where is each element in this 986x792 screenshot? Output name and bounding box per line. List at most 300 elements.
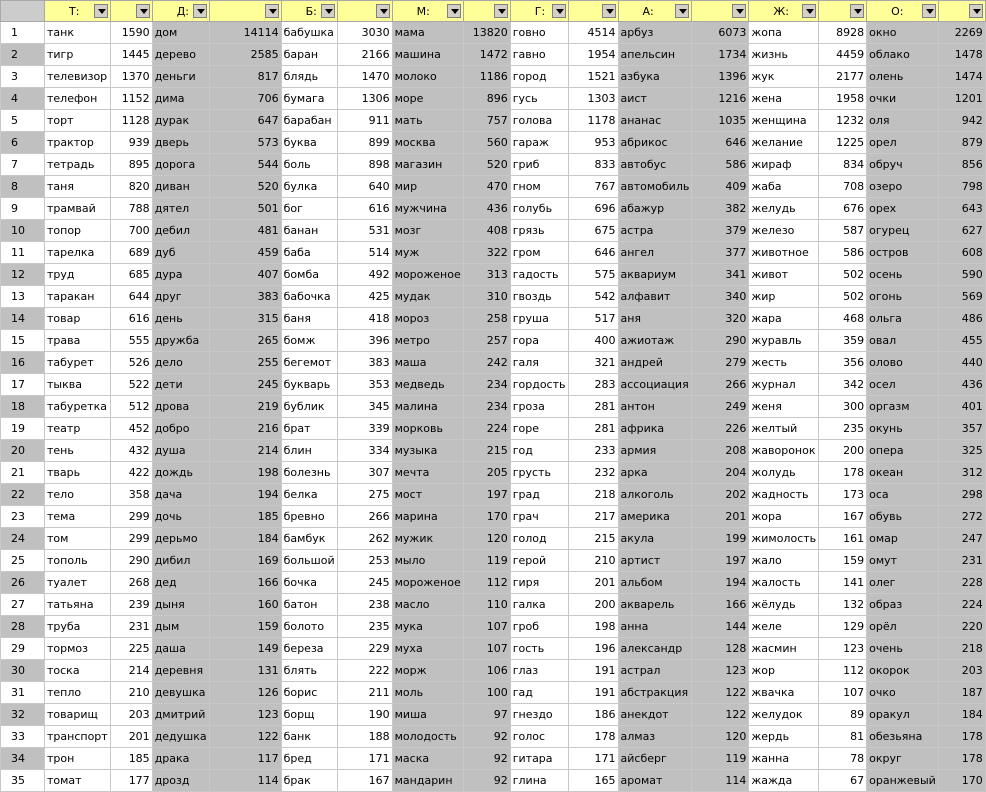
- word-cell[interactable]: гордость: [510, 374, 568, 396]
- count-cell[interactable]: 67: [819, 770, 867, 792]
- count-cell[interactable]: 170: [463, 506, 510, 528]
- word-cell[interactable]: дрова: [152, 396, 209, 418]
- count-cell[interactable]: 216: [209, 418, 281, 440]
- count-cell[interactable]: 89: [819, 704, 867, 726]
- count-cell[interactable]: 214: [209, 440, 281, 462]
- word-cell[interactable]: масло: [392, 594, 463, 616]
- count-cell[interactable]: 249: [692, 396, 749, 418]
- word-cell[interactable]: баран: [281, 44, 337, 66]
- word-cell[interactable]: булка: [281, 176, 337, 198]
- column-header-m[interactable]: [392, 1, 463, 22]
- word-cell[interactable]: мыло: [392, 550, 463, 572]
- count-cell[interactable]: 418: [337, 308, 392, 330]
- count-cell[interactable]: 201: [568, 572, 618, 594]
- autofilter-dropdown-icon[interactable]: [136, 4, 150, 18]
- word-cell[interactable]: болото: [281, 616, 337, 638]
- autofilter-dropdown-icon[interactable]: [802, 4, 816, 18]
- count-cell[interactable]: 198: [209, 462, 281, 484]
- count-cell[interactable]: 587: [819, 220, 867, 242]
- word-cell[interactable]: гитара: [510, 748, 568, 770]
- word-cell[interactable]: окунь: [867, 418, 939, 440]
- word-cell[interactable]: банк: [281, 726, 337, 748]
- word-cell[interactable]: окорок: [867, 660, 939, 682]
- word-cell[interactable]: акварель: [618, 594, 692, 616]
- count-cell[interactable]: 196: [568, 638, 618, 660]
- row-number[interactable]: 9: [1, 198, 45, 220]
- word-cell[interactable]: озеро: [867, 176, 939, 198]
- autofilter-dropdown-icon[interactable]: [850, 4, 864, 18]
- word-cell[interactable]: грусть: [510, 462, 568, 484]
- word-cell[interactable]: глина: [510, 770, 568, 792]
- word-cell[interactable]: ажиотаж: [618, 330, 692, 352]
- word-cell[interactable]: айсберг: [618, 748, 692, 770]
- count-cell[interactable]: 313: [463, 264, 510, 286]
- word-cell[interactable]: табуретка: [45, 396, 111, 418]
- word-cell[interactable]: тетрадь: [45, 154, 111, 176]
- word-cell[interactable]: день: [152, 308, 209, 330]
- word-cell[interactable]: транспорт: [45, 726, 111, 748]
- count-cell[interactable]: 218: [568, 484, 618, 506]
- word-cell[interactable]: жизнь: [749, 44, 819, 66]
- count-cell[interactable]: 2177: [819, 66, 867, 88]
- word-cell[interactable]: бог: [281, 198, 337, 220]
- count-cell[interactable]: 379: [692, 220, 749, 242]
- word-cell[interactable]: баба: [281, 242, 337, 264]
- count-cell[interactable]: 586: [819, 242, 867, 264]
- column-header-d[interactable]: [152, 1, 209, 22]
- count-cell[interactable]: 1590: [110, 22, 152, 44]
- row-number[interactable]: 11: [1, 242, 45, 264]
- count-cell[interactable]: 520: [209, 176, 281, 198]
- word-cell[interactable]: музыка: [392, 440, 463, 462]
- count-cell[interactable]: 899: [337, 132, 392, 154]
- row-number[interactable]: 2: [1, 44, 45, 66]
- count-cell[interactable]: 272: [938, 506, 985, 528]
- count-cell[interactable]: 279: [692, 352, 749, 374]
- word-cell[interactable]: туалет: [45, 572, 111, 594]
- word-cell[interactable]: трамвай: [45, 198, 111, 220]
- count-cell[interactable]: 820: [110, 176, 152, 198]
- word-cell[interactable]: желе: [749, 616, 819, 638]
- count-cell[interactable]: 253: [337, 550, 392, 572]
- word-cell[interactable]: товар: [45, 308, 111, 330]
- count-cell[interactable]: 322: [463, 242, 510, 264]
- word-cell[interactable]: жёлудь: [749, 594, 819, 616]
- word-cell[interactable]: дмитрий: [152, 704, 209, 726]
- word-cell[interactable]: азбука: [618, 66, 692, 88]
- count-cell[interactable]: 205: [463, 462, 510, 484]
- count-cell[interactable]: 231: [110, 616, 152, 638]
- word-cell[interactable]: грач: [510, 506, 568, 528]
- count-cell[interactable]: 161: [819, 528, 867, 550]
- column-header-d-count[interactable]: [209, 1, 281, 22]
- word-cell[interactable]: журнал: [749, 374, 819, 396]
- word-cell[interactable]: тормоз: [45, 638, 111, 660]
- word-cell[interactable]: голод: [510, 528, 568, 550]
- count-cell[interactable]: 266: [692, 374, 749, 396]
- count-cell[interactable]: 486: [938, 308, 985, 330]
- word-cell[interactable]: овал: [867, 330, 939, 352]
- word-cell[interactable]: москва: [392, 132, 463, 154]
- row-number[interactable]: 3: [1, 66, 45, 88]
- count-cell[interactable]: 114: [209, 770, 281, 792]
- word-cell[interactable]: бомба: [281, 264, 337, 286]
- count-cell[interactable]: 481: [209, 220, 281, 242]
- count-cell[interactable]: 185: [209, 506, 281, 528]
- autofilter-dropdown-icon[interactable]: [193, 4, 207, 18]
- word-cell[interactable]: мужик: [392, 528, 463, 550]
- word-cell[interactable]: морковь: [392, 418, 463, 440]
- count-cell[interactable]: 325: [938, 440, 985, 462]
- count-cell[interactable]: 767: [568, 176, 618, 198]
- word-cell[interactable]: дыня: [152, 594, 209, 616]
- word-cell[interactable]: жаба: [749, 176, 819, 198]
- word-cell[interactable]: жесть: [749, 352, 819, 374]
- count-cell[interactable]: 400: [568, 330, 618, 352]
- word-cell[interactable]: таракан: [45, 286, 111, 308]
- word-cell[interactable]: душа: [152, 440, 209, 462]
- count-cell[interactable]: 616: [337, 198, 392, 220]
- count-cell[interactable]: 2269: [938, 22, 985, 44]
- word-cell[interactable]: мама: [392, 22, 463, 44]
- count-cell[interactable]: 266: [337, 506, 392, 528]
- count-cell[interactable]: 377: [692, 242, 749, 264]
- count-cell[interactable]: 203: [938, 660, 985, 682]
- word-cell[interactable]: гроб: [510, 616, 568, 638]
- word-cell[interactable]: дело: [152, 352, 209, 374]
- word-cell[interactable]: гад: [510, 682, 568, 704]
- count-cell[interactable]: 1370: [110, 66, 152, 88]
- count-cell[interactable]: 646: [692, 132, 749, 154]
- count-cell[interactable]: 342: [819, 374, 867, 396]
- count-cell[interactable]: 144: [692, 616, 749, 638]
- word-cell[interactable]: телевизор: [45, 66, 111, 88]
- count-cell[interactable]: 159: [209, 616, 281, 638]
- count-cell[interactable]: 255: [209, 352, 281, 374]
- word-cell[interactable]: тигр: [45, 44, 111, 66]
- word-cell[interactable]: большой: [281, 550, 337, 572]
- word-cell[interactable]: арбуз: [618, 22, 692, 44]
- word-cell[interactable]: бумага: [281, 88, 337, 110]
- count-cell[interactable]: 1521: [568, 66, 618, 88]
- row-number[interactable]: 25: [1, 550, 45, 572]
- count-cell[interactable]: 440: [938, 352, 985, 374]
- count-cell[interactable]: 234: [463, 396, 510, 418]
- word-cell[interactable]: маска: [392, 748, 463, 770]
- count-cell[interactable]: 202: [692, 484, 749, 506]
- word-cell[interactable]: белка: [281, 484, 337, 506]
- word-cell[interactable]: аромат: [618, 770, 692, 792]
- row-number[interactable]: 14: [1, 308, 45, 330]
- count-cell[interactable]: 436: [463, 198, 510, 220]
- word-cell[interactable]: жажда: [749, 770, 819, 792]
- count-cell[interactable]: 1186: [463, 66, 510, 88]
- word-cell[interactable]: даша: [152, 638, 209, 660]
- count-cell[interactable]: 197: [692, 550, 749, 572]
- count-cell[interactable]: 542: [568, 286, 618, 308]
- word-cell[interactable]: бамбук: [281, 528, 337, 550]
- count-cell[interactable]: 194: [209, 484, 281, 506]
- row-number[interactable]: 32: [1, 704, 45, 726]
- count-cell[interactable]: 312: [938, 462, 985, 484]
- count-cell[interactable]: 1445: [110, 44, 152, 66]
- count-cell[interactable]: 898: [337, 154, 392, 176]
- count-cell[interactable]: 129: [819, 616, 867, 638]
- count-cell[interactable]: 895: [110, 154, 152, 176]
- count-cell[interactable]: 210: [110, 682, 152, 704]
- count-cell[interactable]: 708: [819, 176, 867, 198]
- count-cell[interactable]: 225: [110, 638, 152, 660]
- count-cell[interactable]: 215: [463, 440, 510, 462]
- count-cell[interactable]: 356: [819, 352, 867, 374]
- word-cell[interactable]: магазин: [392, 154, 463, 176]
- word-cell[interactable]: дуб: [152, 242, 209, 264]
- row-number[interactable]: 4: [1, 88, 45, 110]
- autofilter-dropdown-icon[interactable]: [732, 4, 746, 18]
- count-cell[interactable]: 422: [110, 462, 152, 484]
- row-number[interactable]: 15: [1, 330, 45, 352]
- count-cell[interactable]: 1152: [110, 88, 152, 110]
- count-cell[interactable]: 238: [337, 594, 392, 616]
- word-cell[interactable]: голова: [510, 110, 568, 132]
- count-cell[interactable]: 407: [209, 264, 281, 286]
- count-cell[interactable]: 242: [463, 352, 510, 374]
- count-cell[interactable]: 560: [463, 132, 510, 154]
- count-cell[interactable]: 1954: [568, 44, 618, 66]
- word-cell[interactable]: дом: [152, 22, 209, 44]
- row-number[interactable]: 12: [1, 264, 45, 286]
- word-cell[interactable]: дерево: [152, 44, 209, 66]
- word-cell[interactable]: бабушка: [281, 22, 337, 44]
- count-cell[interactable]: 569: [938, 286, 985, 308]
- word-cell[interactable]: океан: [867, 462, 939, 484]
- count-cell[interactable]: 382: [692, 198, 749, 220]
- count-cell[interactable]: 191: [568, 682, 618, 704]
- row-number[interactable]: 29: [1, 638, 45, 660]
- count-cell[interactable]: 224: [463, 418, 510, 440]
- count-cell[interactable]: 245: [209, 374, 281, 396]
- count-cell[interactable]: 345: [337, 396, 392, 418]
- word-cell[interactable]: орёл: [867, 616, 939, 638]
- count-cell[interactable]: 92: [463, 770, 510, 792]
- count-cell[interactable]: 167: [819, 506, 867, 528]
- word-cell[interactable]: гвоздь: [510, 286, 568, 308]
- word-cell[interactable]: год: [510, 440, 568, 462]
- count-cell[interactable]: 128: [692, 638, 749, 660]
- word-cell[interactable]: анекдот: [618, 704, 692, 726]
- row-number[interactable]: 8: [1, 176, 45, 198]
- count-cell[interactable]: 586: [692, 154, 749, 176]
- word-cell[interactable]: дети: [152, 374, 209, 396]
- word-cell[interactable]: боль: [281, 154, 337, 176]
- count-cell[interactable]: 1216: [692, 88, 749, 110]
- count-cell[interactable]: 117: [209, 748, 281, 770]
- count-cell[interactable]: 643: [938, 198, 985, 220]
- word-cell[interactable]: диван: [152, 176, 209, 198]
- count-cell[interactable]: 188: [337, 726, 392, 748]
- count-cell[interactable]: 939: [110, 132, 152, 154]
- count-cell[interactable]: 178: [938, 726, 985, 748]
- word-cell[interactable]: дача: [152, 484, 209, 506]
- word-cell[interactable]: олень: [867, 66, 939, 88]
- count-cell[interactable]: 1958: [819, 88, 867, 110]
- count-cell[interactable]: 383: [337, 352, 392, 374]
- word-cell[interactable]: бабочка: [281, 286, 337, 308]
- count-cell[interactable]: 200: [819, 440, 867, 462]
- count-cell[interactable]: 334: [337, 440, 392, 462]
- word-cell[interactable]: муха: [392, 638, 463, 660]
- count-cell[interactable]: 178: [819, 462, 867, 484]
- row-number[interactable]: 23: [1, 506, 45, 528]
- word-cell[interactable]: алфавит: [618, 286, 692, 308]
- count-cell[interactable]: 235: [819, 418, 867, 440]
- count-cell[interactable]: 1472: [463, 44, 510, 66]
- count-cell[interactable]: 234: [463, 374, 510, 396]
- word-cell[interactable]: танк: [45, 22, 111, 44]
- count-cell[interactable]: 201: [692, 506, 749, 528]
- count-cell[interactable]: 119: [692, 748, 749, 770]
- count-cell[interactable]: 275: [337, 484, 392, 506]
- word-cell[interactable]: жолудь: [749, 462, 819, 484]
- autofilter-dropdown-icon[interactable]: [494, 4, 508, 18]
- word-cell[interactable]: альбом: [618, 572, 692, 594]
- count-cell[interactable]: 197: [463, 484, 510, 506]
- word-cell[interactable]: тень: [45, 440, 111, 462]
- count-cell[interactable]: 220: [938, 616, 985, 638]
- word-cell[interactable]: желание: [749, 132, 819, 154]
- count-cell[interactable]: 8928: [819, 22, 867, 44]
- count-cell[interactable]: 247: [938, 528, 985, 550]
- word-cell[interactable]: грязь: [510, 220, 568, 242]
- word-cell[interactable]: букварь: [281, 374, 337, 396]
- word-cell[interactable]: журавль: [749, 330, 819, 352]
- word-cell[interactable]: гиря: [510, 572, 568, 594]
- count-cell[interactable]: 1306: [337, 88, 392, 110]
- count-cell[interactable]: 132: [819, 594, 867, 616]
- word-cell[interactable]: жара: [749, 308, 819, 330]
- word-cell[interactable]: обувь: [867, 506, 939, 528]
- word-cell[interactable]: моль: [392, 682, 463, 704]
- word-cell[interactable]: малина: [392, 396, 463, 418]
- word-cell[interactable]: дима: [152, 88, 209, 110]
- count-cell[interactable]: 268: [110, 572, 152, 594]
- word-cell[interactable]: гадость: [510, 264, 568, 286]
- count-cell[interactable]: 165: [568, 770, 618, 792]
- count-cell[interactable]: 590: [938, 264, 985, 286]
- count-cell[interactable]: 178: [568, 726, 618, 748]
- word-cell[interactable]: железо: [749, 220, 819, 242]
- count-cell[interactable]: 92: [463, 748, 510, 770]
- row-number[interactable]: 18: [1, 396, 45, 418]
- count-cell[interactable]: 502: [819, 264, 867, 286]
- word-cell[interactable]: телефон: [45, 88, 111, 110]
- word-cell[interactable]: жадность: [749, 484, 819, 506]
- word-cell[interactable]: аист: [618, 88, 692, 110]
- count-cell[interactable]: 187: [938, 682, 985, 704]
- word-cell[interactable]: жена: [749, 88, 819, 110]
- count-cell[interactable]: 455: [938, 330, 985, 352]
- count-cell[interactable]: 107: [463, 638, 510, 660]
- word-cell[interactable]: огонь: [867, 286, 939, 308]
- row-number[interactable]: 13: [1, 286, 45, 308]
- autofilter-dropdown-icon[interactable]: [447, 4, 461, 18]
- row-number[interactable]: 24: [1, 528, 45, 550]
- word-cell[interactable]: аня: [618, 308, 692, 330]
- word-cell[interactable]: блять: [281, 660, 337, 682]
- count-cell[interactable]: 544: [209, 154, 281, 176]
- count-cell[interactable]: 123: [819, 638, 867, 660]
- count-cell[interactable]: 522: [110, 374, 152, 396]
- row-number[interactable]: 1: [1, 22, 45, 44]
- word-cell[interactable]: очко: [867, 682, 939, 704]
- count-cell[interactable]: 502: [819, 286, 867, 308]
- word-cell[interactable]: гном: [510, 176, 568, 198]
- count-cell[interactable]: 520: [463, 154, 510, 176]
- word-cell[interactable]: дорога: [152, 154, 209, 176]
- count-cell[interactable]: 646: [568, 242, 618, 264]
- count-cell[interactable]: 408: [463, 220, 510, 242]
- word-cell[interactable]: дура: [152, 264, 209, 286]
- count-cell[interactable]: 100: [463, 682, 510, 704]
- count-cell[interactable]: 321: [568, 352, 618, 374]
- count-cell[interactable]: 616: [110, 308, 152, 330]
- count-cell[interactable]: 788: [110, 198, 152, 220]
- word-cell[interactable]: молоко: [392, 66, 463, 88]
- count-cell[interactable]: 122: [209, 726, 281, 748]
- word-cell[interactable]: герой: [510, 550, 568, 572]
- word-cell[interactable]: метро: [392, 330, 463, 352]
- count-cell[interactable]: 299: [110, 528, 152, 550]
- word-cell[interactable]: жора: [749, 506, 819, 528]
- count-cell[interactable]: 856: [938, 154, 985, 176]
- word-cell[interactable]: миша: [392, 704, 463, 726]
- count-cell[interactable]: 123: [692, 660, 749, 682]
- word-cell[interactable]: жопа: [749, 22, 819, 44]
- word-cell[interactable]: говно: [510, 22, 568, 44]
- count-cell[interactable]: 757: [463, 110, 510, 132]
- count-cell[interactable]: 834: [819, 154, 867, 176]
- word-cell[interactable]: дрозд: [152, 770, 209, 792]
- row-number[interactable]: 30: [1, 660, 45, 682]
- word-cell[interactable]: дурак: [152, 110, 209, 132]
- count-cell[interactable]: 798: [938, 176, 985, 198]
- word-cell[interactable]: жир: [749, 286, 819, 308]
- count-cell[interactable]: 239: [110, 594, 152, 616]
- word-cell[interactable]: тема: [45, 506, 111, 528]
- count-cell[interactable]: 112: [463, 572, 510, 594]
- word-cell[interactable]: очень: [867, 638, 939, 660]
- column-header-o[interactable]: [867, 1, 939, 22]
- word-cell[interactable]: жаворонок: [749, 440, 819, 462]
- word-cell[interactable]: брак: [281, 770, 337, 792]
- autofilter-dropdown-icon[interactable]: [922, 4, 936, 18]
- count-cell[interactable]: 555: [110, 330, 152, 352]
- word-cell[interactable]: астрал: [618, 660, 692, 682]
- count-cell[interactable]: 131: [209, 660, 281, 682]
- word-cell[interactable]: олово: [867, 352, 939, 374]
- count-cell[interactable]: 953: [568, 132, 618, 154]
- column-header-t-count[interactable]: [110, 1, 152, 22]
- count-cell[interactable]: 185: [110, 748, 152, 770]
- word-cell[interactable]: мир: [392, 176, 463, 198]
- count-cell[interactable]: 383: [209, 286, 281, 308]
- count-cell[interactable]: 160: [209, 594, 281, 616]
- count-cell[interactable]: 436: [938, 374, 985, 396]
- count-cell[interactable]: 232: [568, 462, 618, 484]
- word-cell[interactable]: дым: [152, 616, 209, 638]
- count-cell[interactable]: 452: [110, 418, 152, 440]
- word-cell[interactable]: дятел: [152, 198, 209, 220]
